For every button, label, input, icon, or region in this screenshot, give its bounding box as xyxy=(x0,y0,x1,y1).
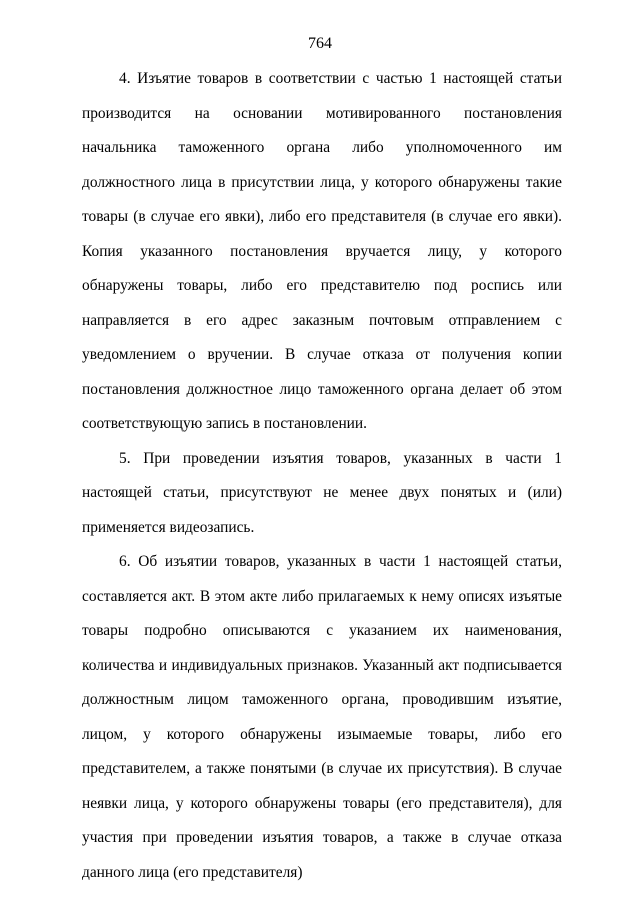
page-number: 764 xyxy=(308,35,332,52)
paragraph-6: 6. Об изъятии товаров, указанных в части 1 настоящей статьи, составляется акт. В этом акте либо прилагаемых к нему описях изъятые товары подробно описываются с указанием их наименования, количества и индивидуальных признаков. Указанный акт подписывается должностным лицом таможенного органа, проводившим изъятие, лицом, у которого обнаружены изымаемые товары, либо его представителем, а также понятыми (в случае их присутствия). В случае неявки лица, у которого обнаружены товары (его представителя), для участия при проведении изъятия товаров, а также в случае отказа данного лица (его представителя) xyxy=(82,553,562,881)
paragraph-5: 5. При проведении изъятия товаров, указанных в части 1 настоящей статьи, присутствуют не менее двух понятых и (или) применяется видеозапись. xyxy=(82,449,562,536)
document-body xyxy=(82,62,562,890)
paragraph-4: 4. Изъятие товаров в соответствии с частью 1 настоящей статьи производится на основании мотивированного постановления начальника таможенного органа либо уполномоченного им должностного лица в присутствии лица, у которого обнаружены такие товары (в случае его явки), либо его представителя (в случае его явки). Копия указанного постановления вручается лицу, у которого обнаружены товары, либо его представителю под роспись или направляется в его адрес заказным почтовым отправлением с уведомлением о вручении. В случае отказа от получения копии постановления должностное лицо таможенного органа делает об этом соответствующую запись в постановлении. xyxy=(82,70,562,432)
